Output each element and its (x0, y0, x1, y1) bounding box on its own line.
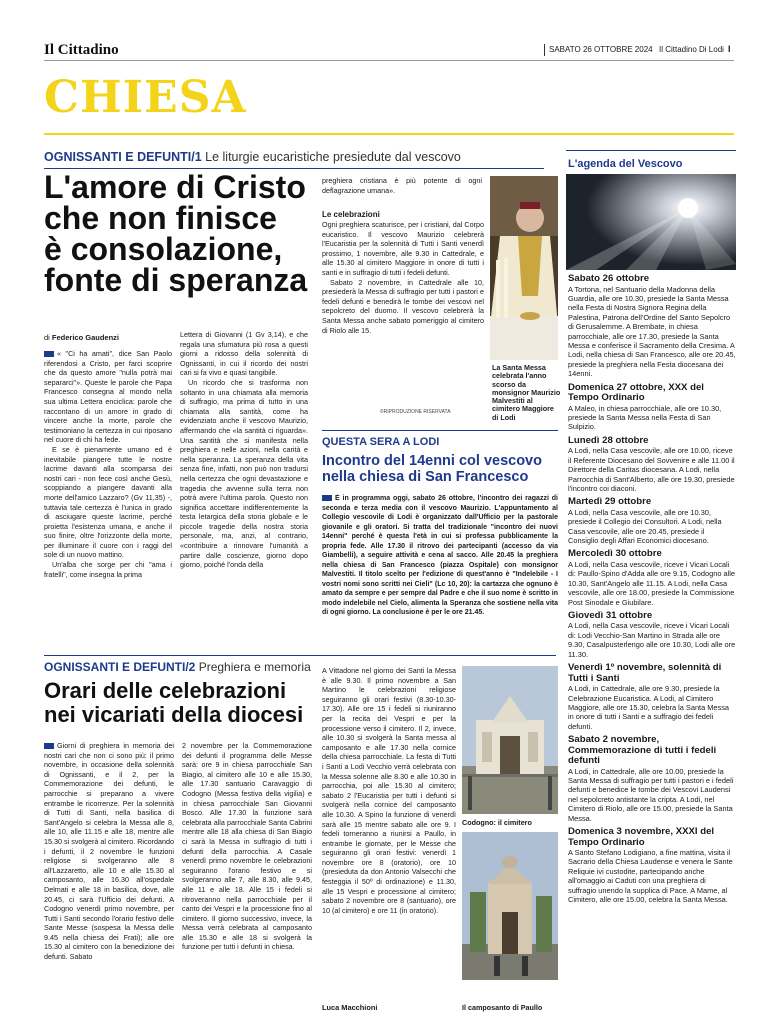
agenda-day: Giovedì 31 ottobre (568, 609, 653, 621)
byline-name: Federico Gaudenzi (51, 333, 120, 342)
issue-date: SABATO 26 OTTOBRE 2024 (549, 45, 653, 54)
author: Luca Macchioni (322, 1003, 378, 1012)
agenda-title: L'agenda del Vescovo (568, 158, 683, 170)
article3-col2 (182, 741, 312, 1013)
article2-kicker: QUESTA SERA A LODI (322, 436, 440, 448)
kicker-label: OGNISSANTI E DEFUNTI/1 (44, 150, 202, 164)
agenda-text: A Lodi, in Cattedrale, alle ore 9.30, presiede la Celebrazione Eucaristica. A Lodi, al Cimitero Maggiore, alle ore 15.30, celebra la Santa Messa in onore di tutti i Santi e a suffragio dei fedeli defunti. (568, 684, 730, 731)
paragraph: È in programma oggi, sabato 26 ottobre, l'incontro dei ragazzi di seconda e terza media con il vescovo Maurizio. L'appuntamento al Collegio vescovile di Lodi è organizzato dall'Ufficio per la pastorale giovanile e gli oratori. Si tratta del tradizionale "incontro dei nuovi 14enni" perché è questa l'età in cui si professa pubblicamente la propria fede. Alle 17.30 il ritrovo dei partecipanti (accesso da via Giambelli), a seguire attività e cena al sacco. Alle 20.45 la preghiera nella chiesa di San Francesco (piazza Ospitale) con monsignor Malvestiti. Il titolo scelto per l'edizione di quest'anno è "Indelebile - I vostri nomi sono scritti nei Cieli" (Lc 10, 20): la cartazza che ognuno è amato da sempre e per sempre dal Padre e che il suo nome è scritto in modo indelebile nel Cielo, alimenta la Speranza che sostiene nella vita di ogni giorno. La conclusione è per le ore 21.45. (322, 495, 558, 616)
photo-codogno (462, 666, 558, 814)
lead-marker (44, 351, 54, 357)
mass-photo-image (490, 176, 558, 360)
agenda-text: A Maleo, in chiesa parrocchiale, alle ore 10.30, presiede la Santa Messa nella Festa di San Sulpizio. (568, 403, 722, 432)
agenda-day: Domenica 3 novembre, XXXI del Tempo Ordinario (568, 826, 715, 848)
photo-caption: Il camposanto di Paullo (462, 1003, 543, 1012)
article1-headline (44, 169, 314, 298)
headline-line: che non finisce (44, 200, 277, 236)
agenda-text: A Lodi, nella Casa vescovile, alle ore 10.00, riceve il Referente Diocesano del Sovvenire e alle 11.00 il Direttore della Caritas diocesana. A Lodi, nella Parrocchia di Sant'Alberto, alle ore 19.30, presiede l'incontro coi diaconi. (568, 446, 735, 493)
agenda-day: Sabato 2 novembre, Commemorazione di tutti i fedeli defunti (568, 734, 717, 767)
lead-marker (322, 495, 332, 501)
article3-col1 (44, 741, 174, 1013)
agenda-item (568, 436, 736, 494)
agenda-item (568, 274, 736, 379)
section-rule (44, 133, 734, 135)
agenda-day: Martedì 29 ottobre (568, 496, 652, 508)
agenda-item (568, 549, 736, 607)
headline-line: fonte di speranza (44, 262, 308, 298)
agenda-item (568, 497, 736, 545)
rule (322, 430, 558, 431)
agenda-day: Domenica 27 ottobre, XXX del Tempo Ordinario (568, 381, 704, 404)
agenda-text: A Lodi, in Cattedrale, alle ore 10.00, presiede la Santa Messa di suffragio per tutti i pastori e i fedeli defunti e benedice le tombe dei Vescovi Laudensi nel sepolcreto antistante la cripta. A Lodi, nel Cimitero di Riolo, alle ore 15.00, presiede la Santa Messa. (568, 766, 734, 823)
agenda-text: A Lodi, nella Casa vescovile, riceve i Vicari Locali di: Lodi Vecchio-San Martino in Strada alle ore 9.30, Casalpusterlengo alle ore 10.30, Lodi alle ore 11.30. (568, 621, 736, 659)
paragraph: Sabato 2 novembre, in Cattedrale alle 10, presiederà la Messa di suffragio per tutti i pastori e fedeli defunti e benedirà le tombe dei vescovi nel sepolcreto del duomo. Il vescovo celebrerà la Santa Messa anche sabato pomeriggio al cimitero di Riolo alle 15. (322, 277, 484, 335)
article1-col2 (180, 330, 308, 640)
paullo-photo-image (462, 832, 558, 980)
subhead: Le celebrazioni (322, 210, 380, 219)
agenda-item (568, 827, 736, 904)
article1-col1 (44, 349, 172, 639)
kicker-sub: Preghiera e memoria (198, 660, 311, 674)
article2-body (322, 494, 558, 646)
paragraph: Un ricordo che si trasforma non soltanto in una chiamata alla memoria di suffragio, ma prima di tutto in una chiamata alla santità, come ha evidenziato anche il vescovo Maurizio, affermando che «la santità ci riguarda». Una santità che si manifesta nella preghiera e nelle azioni, nella carità e nella speranza. La speranza della vita senza fine, infatti, non può non tradursi nella certezza che ogni devastazione e tragedia che avvenne sulla terra non potrà avere l'ultima parola. Questo non significa accettare indifferentemente la testa letargica della storia globale e le piccole tragedie della nostra storia personale, ma, anzi, al contrario, «contribuire a rinnovare l'umanità a partire dalle coscienze, giorno dopo giorno, poiché l'onda della (180, 377, 308, 570)
photo-caption: Codogno: il cimitero (462, 818, 532, 827)
rule (566, 150, 736, 151)
agenda-text: A Tortona, nel Santuario della Madonna della Guardia, alle ore 10.30, presiede la Santa Messa nella Festa di Nostra Signora Regina della Palestina, Patrona dell'Ordine del Santo Sepolcro di Gerusalemme. A Brembate, in chiesa parrocchiale, alle ore 17.30, presiede la Santa Messa e conferisce il Sacramento della Cresima. A Lodi, nella chiesa di San Francesco, alle ore 20.45, presiede la preghiera nella Festa diocesana dei 14enni. (568, 284, 736, 379)
paragraph: E se è pienamente umano ed è inevitabile piangere tutte le nostre lacrime davanti alla scomparsa dei nostri cari - non fece così anche Gesù, scoppiando a piangere davanti alla morte dell'amico Lazzaro? (Gv 11,35) -, tuttavia tale certezza è l'unica in grado di asciugare queste lacrime, perché proietta l'esistenza umana, e anche il suo finire, oltre l'orizzonte della morte, per illuminare il cuore con i raggi del sole di un nuovo mattino. (44, 444, 172, 560)
article3-col3 (322, 666, 456, 996)
article1-col3a (322, 176, 482, 204)
headline-line: Incontro del 14enni col vescovo (322, 453, 542, 469)
article3-kicker (44, 660, 311, 674)
agenda-item (568, 735, 736, 823)
paragraph: Lettera di Giovanni (1 Gv 3,14), e che regala una sfumatura più rosa a questi giorni a ridosso della solennità di Ognissanti, in cui il ricordo dei nostri cari si fa vivo e quasi tangibile. (180, 330, 308, 378)
byline: di Federico Gaudenzi (44, 333, 120, 342)
masthead-bar (44, 42, 734, 58)
agenda-day: Mercoledì 30 ottobre (568, 548, 662, 560)
agenda-item (568, 611, 736, 659)
paragraph: A Vittadone nel giorno dei Santi la Messa è alle 9.30. Il primo novembre a San Martino le celebrazioni religiose seguiranno gli orari festivi (8.30-10.30-17.30). Alle ore 15 i fedeli si riuniranno per la recita dei Vespri e per la processione verso il cimitero. Il 2, invece, alle 10.30 si svolgerà la Santa messa al camposanto e alle 17.30 nella cornice della chiesa parrocchiale. La festa di Tutti i Santi a Lodi Vecchio verrà celebrata con la Messa solenne alle 8.30 e alle 10.30 in parrocchia, poi alle 15.30 al cimitero; sabato 2 l'Eucaristia per tutti i defunti si svolgerà nella cornice del camposanto alle 10.30. A Spino la funzione di venerdì sarà alle 15 mentre sabato alle ore 9. I fedeli torneranno a riunirsi a Paullo, in entrambe le giornate, per le Messe che seguiranno gli orari festivi: venerdì 1 novembre ore 8 (oratorio), ore 10 (presieduta da don Antonio Valsecchi che festeggia il 50º di ordinazione) e 11.30, alle 15 Vespri e processione al cimitero; sabato 2 novembre ore 8 (santuario), ore 10 (al cimitero) e ore 11 (in oratorio). (322, 666, 456, 915)
cemetery-photo-image (462, 666, 558, 814)
rule (44, 655, 556, 656)
photo-caption: La Santa Messa celebrata l'anno scorso da monsignor Maurizio Malvestiti al cimitero Maggiore di Lodi (492, 363, 561, 422)
headline-line: nei vicariati della diocesi (44, 702, 304, 727)
photo-mass (490, 176, 558, 360)
headline-line: L'amore di Cristo (44, 169, 306, 205)
headline-line: è consolazione, (44, 231, 283, 267)
paragraph: preghiera cristiana è più potente di ogni deflagrazione umana». (322, 176, 482, 195)
kicker-label: OGNISSANTI E DEFUNTI/2 (44, 660, 196, 674)
article2-headline (322, 453, 562, 485)
lead-marker (44, 743, 54, 749)
section-title-block (44, 72, 247, 123)
headline-line: nella chiesa di San Francesco (322, 469, 529, 485)
photo-paullo (462, 832, 558, 980)
page-number: I (728, 44, 731, 54)
paper-name: Il Cittadino Di Lodi (659, 45, 724, 54)
article1-kicker (44, 150, 461, 164)
kicker-sub: Le liturgie eucaristiche presiedute dal vescovo (205, 150, 461, 164)
paragraph: 2 novembre per la Commemorazione dei defunti il programma delle Messe sarà: ore 9 in chiesa parrocchiale San Biagio, al cimitero alle 10 e alle 15.30, alle 17.30 santuario Caravaggio di Codogno (Messa festiva della vigilia) e in chiesa parrocchiale San Giovanni Bosco. Alle 17.30 la funzione sarà celebrata alla parrocchiale Santa Cabrini mentre alle 18 alla chiesa di San Biagio ci sarà la Messa in suffragio di tutti i defunti della parrocchia. A Casale venerdì primo novembre le celebrazioni seguiranno l'orario festivo e si svolgeranno alle 7, alle 8.30, alle 9.45, alle 11 e alle 18. Alle 15 i fedeli si ritroveranno nella parrocchiale per il canto dei Vespri e la processione fino al cimitero. Il giorno successivo, invece, la Messa verrà celebrata al camposanto alle 15.30 e alle 18 si svolgerà la funzione per tutti i defunti in chiesa. (182, 741, 312, 952)
agenda-list (568, 272, 736, 1012)
agenda-photo (566, 174, 736, 270)
agenda-text: A Santo Stefano Lodigiano, a fine mattina, visita il Sacrario della Chiesa Laudense e venera le Sante Reliquie ivi custodite, partecipando anche all'omaggio ai Caduti con una preghiera di suffragio unendo la supplica di Pace. A Mame, al Cimitero, alle ore 15.00, celebra la Santa Messa. (568, 848, 733, 905)
section-title: CHIESA (44, 72, 247, 123)
header-rule (44, 60, 734, 61)
paragraph: Giorni di preghiera in memoria dei nostri cari che non ci sono più: il primo novembre, in occasione della solennità di Ognissanti, e il 2, per la Commemorazione dei defunti, le parrocchie si preparano a vivere entrambe le ricorrenze. Per la solennità di Tutti di Santi, nella basilica di Sant'Angelo si celebra la Messa alle 8, alle 10, alle 11.15 e alle 18, mentre alle 15.30 si svolgerà al cimitero. Ricordando i defunti, il 2 novembre le funzioni religiose si svolgeranno alle 8 all'Lazzaretto, alle 10 e alle 15.30 al camposanto, alle 16.30 all'ospedale Delmati e alle 18 in basilica, dove, alle 20.45, ci sarà l'Ufficio dei defunti. A Codogno venerdì primo novembre, per Tutti i Santi secondo l'orario festivo delle Sante Messe (sospesa la Messa delle 9.45 nella chiesa dei Frati); alle ore 15.30 al cimitero con la benedizione dei defunti. Sabato (44, 741, 174, 962)
agenda-day: Sabato 26 ottobre (568, 273, 650, 284)
agenda-text: A Lodi, nella Casa vescovile, alle ore 10.30, presiede il Collegio dei Consultori. A Lodi, nella Casa vescovile, alle ore 20.45, presiede il Consiglio degli Affari Economici diocesano. (568, 507, 722, 546)
divider (544, 44, 545, 56)
brand-logo: Il Cittadino (44, 42, 119, 58)
agenda-text: A Lodi, nella Casa vescovile, riceve i Vicari Locali di: Paullo-Spino d'Adda alle ore 9.15, Codogno alle 10.30, Sant'Angelo alle 11.15. A Lodi, nella Casa vescovile, alle ore 18.00, presiede la Commissione Post Sinodale e Giubilare. (568, 559, 735, 607)
agenda-item (568, 663, 736, 731)
agenda-item (568, 383, 736, 432)
article1-col3b (322, 220, 484, 406)
paragraph: « "Ci ha amati", dice San Paolo riferendosi a Cristo, per farci scoprire che da questo amore "nulla potrà mai separarci"». Queste le parole che Papa Francesco consegna al mondo nella sua ultima Lettera enciclica: parole che raccontano di un amore in grado di vincere anche la morte, parole che testimoniano la certezza in cui riposano nel cuore di chi ha fede. (44, 349, 172, 445)
copyright-note: ©RIPRODUZIONE RISERVATA (380, 409, 451, 415)
agenda-day: Lunedì 28 ottobre (568, 434, 649, 446)
headline-line: Orari delle celebrazioni (44, 678, 287, 703)
paragraph: Un'alba che sorge per chi "ama i fratelli", come insegna la prima (44, 560, 172, 579)
paragraph: Ogni preghiera scaturisce, per i cristiani, dal Corpo eucaristico. Il vescovo Maurizio celebrerà l'Eucaristia per la solennità di Tutti i Santi venerdì prossimo, 1 novembre, alle 9.30 in Cattedrale, e alle 15.30 al cimitero Maggiore in onore di tutti i santi e in suffragio di tutti i fedeli defunti. (322, 220, 484, 277)
agenda-day: Venerdì 1º novembre, solennità di Tutti i Santi (568, 662, 722, 684)
light-rays-image (566, 174, 736, 270)
